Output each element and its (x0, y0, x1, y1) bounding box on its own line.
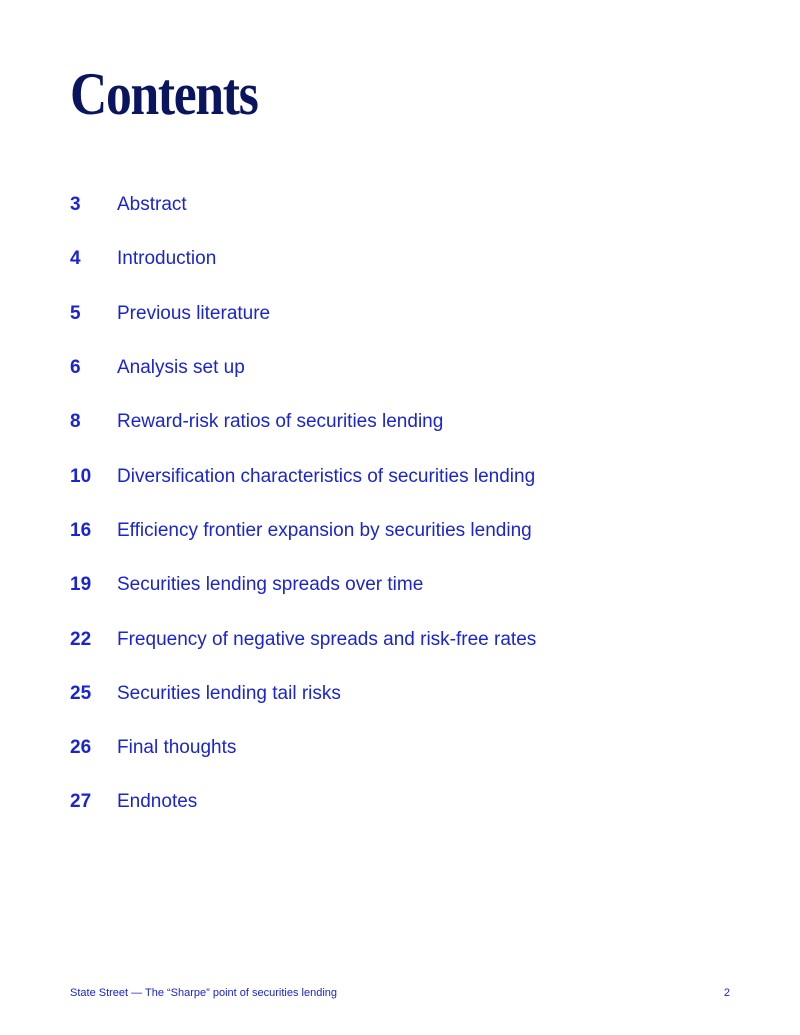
toc-entry-label: Diversification characteristics of securities lending (117, 465, 536, 487)
footer-page-number: 2 (723, 987, 730, 999)
toc-page-number: 8 (70, 411, 81, 433)
toc-entry-analysis-set-up[interactable] (70, 341, 690, 395)
toc-page-number: 27 (70, 791, 92, 813)
toc-page-number: 26 (70, 737, 92, 759)
toc-entry-label: Reward-risk ratios of securities lending (117, 411, 444, 433)
table-of-contents (70, 178, 690, 830)
toc-entry-label: Efficiency frontier expansion by securities lending (117, 519, 532, 541)
toc-entry-label: Securities lending spreads over time (117, 574, 424, 596)
toc-page-number: 25 (70, 682, 92, 704)
toc-page-number: 6 (70, 357, 81, 379)
footer-document-title: State Street — The “Sharpe” point of securities lending (70, 987, 337, 999)
page-footer (70, 987, 730, 1003)
toc-entry-endnotes[interactable] (70, 775, 690, 829)
toc-entry-efficiency-frontier[interactable] (70, 504, 690, 558)
toc-entry-reward-risk-ratios[interactable] (70, 395, 690, 449)
toc-entry-abstract[interactable] (70, 178, 690, 232)
toc-page-number: 22 (70, 628, 92, 650)
toc-entry-label: Abstract (117, 194, 187, 216)
toc-page-number: 19 (70, 574, 92, 596)
toc-entry-lending-spreads[interactable] (70, 558, 690, 612)
toc-entry-label: Endnotes (117, 791, 198, 813)
toc-page-number: 16 (70, 519, 92, 541)
toc-entry-final-thoughts[interactable] (70, 721, 690, 775)
toc-page-number: 4 (70, 248, 81, 270)
toc-page-number: 3 (70, 194, 81, 216)
toc-entry-label: Frequency of negative spreads and risk-free rates (117, 628, 537, 650)
toc-entry-diversification[interactable] (70, 449, 690, 503)
toc-page-number: 10 (70, 465, 92, 487)
toc-page-number: 5 (70, 302, 81, 324)
toc-entry-label: Introduction (117, 248, 217, 270)
toc-entry-label: Final thoughts (117, 737, 237, 759)
toc-entry-negative-spreads[interactable] (70, 612, 690, 666)
toc-entry-label: Securities lending tail risks (117, 682, 341, 704)
toc-entry-introduction[interactable] (70, 232, 690, 286)
toc-entry-label: Analysis set up (117, 357, 245, 379)
toc-entry-previous-literature[interactable] (70, 287, 690, 341)
page-title: Contents (70, 61, 258, 127)
toc-entry-label: Previous literature (117, 302, 271, 324)
toc-entry-tail-risks[interactable] (70, 667, 690, 721)
